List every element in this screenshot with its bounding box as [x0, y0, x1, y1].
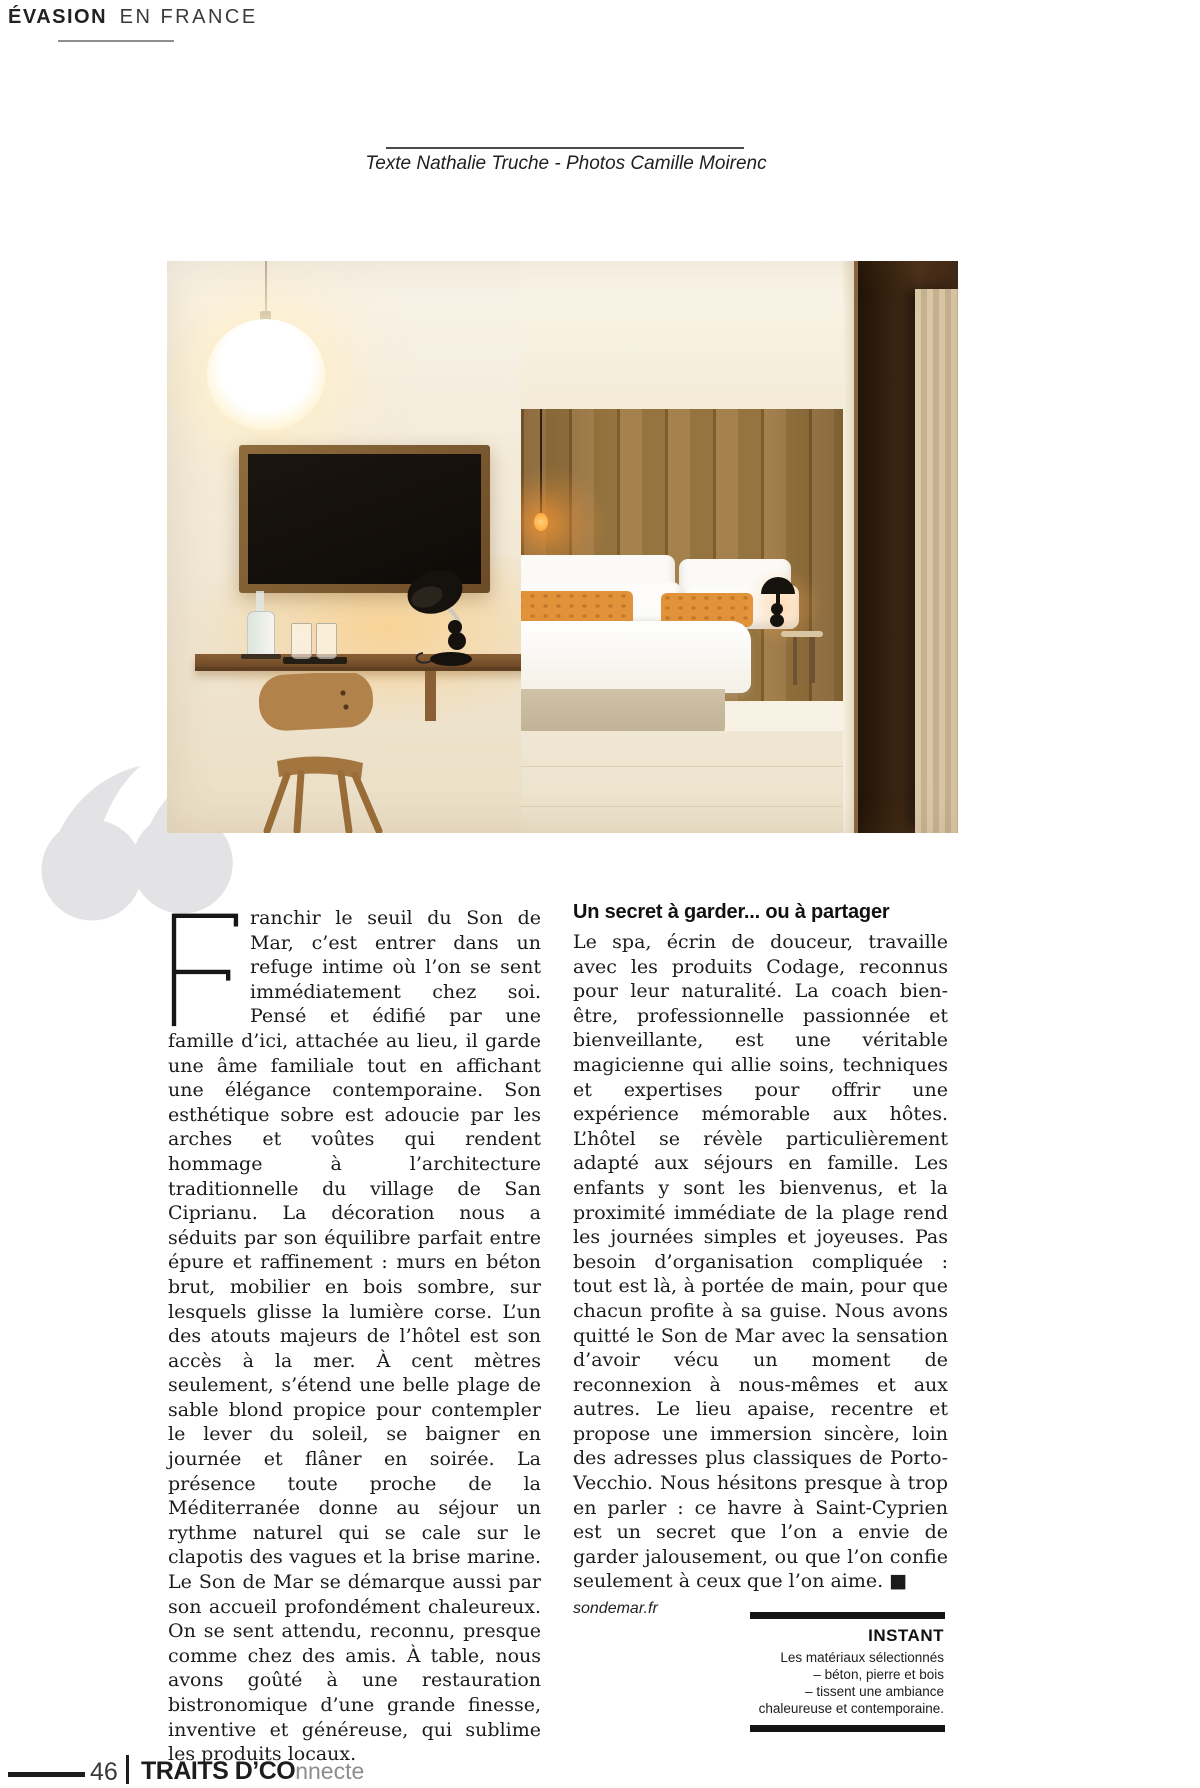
instant-line: – béton, pierre et bois: [813, 1667, 944, 1682]
logo-light: nnecte: [295, 1758, 365, 1784]
secret-paragraph: Le spa, écrin de douceur, travaille avec les produits Codage, reconnus pour leur naturalité. La coach bien-être, professionnelle passionnée et bienveillante, est une véritable magicienne qui allie soins, techniques et expertises pour offrir une expérience mémorable aux hôtes. L’hôtel se révèle particulièrement adapté aux séjours en famille. Les enfants y sont les bienvenus, et la proximité immédiate de la plage rend les journées simples et joyeuses. Pas besoin d’organisation compliquée : tout est là, à portée de main, pour que chacun profite à sa guise. Nous avons quitté le Son de Mar avec la sensation d’avoir vécu un moment de reconnexion à nous-mêmes et aux autres. Le lieu apaise, recentre et propose une immersion sincère, loin des adresses plus classiques de Porto-Vecchio. Nous hésitons presque à trop en parler : ce havre à Saint-Cyprien est un secret que l’on a envie de garder jalousement, ou que l’on confie seulement à ceux que l’on aime. ■: [573, 931, 948, 1593]
instant-line: – tissent une ambiance: [805, 1684, 944, 1699]
instant-box: [750, 1612, 945, 1732]
secret-heading: Un secret à garder... ou à partager: [573, 901, 890, 923]
page-number: 46: [90, 1758, 118, 1786]
drop-cap-f: [168, 910, 240, 1028]
footer-divider: [126, 1755, 129, 1784]
instant-line: chaleureuse et contemporaine.: [758, 1701, 944, 1716]
section-underline: [58, 40, 174, 42]
website-url: sondemar.fr: [573, 1600, 658, 1618]
section-label-rest: EN FRANCE: [119, 6, 258, 28]
byline-rule: [386, 147, 744, 149]
article-column-left: [168, 906, 541, 1767]
byline: Texte Nathalie Truche - Photos Camille Moirenc: [365, 153, 767, 174]
instant-line: Les matériaux sélectionnés: [780, 1650, 944, 1665]
section-label: [8, 6, 258, 29]
section-label-bold: ÉVASION: [8, 6, 108, 28]
hotel-room-photo: [167, 261, 958, 833]
intro-paragraph: ranchir le seuil du Son de Mar, c’est entrer dans un refuge intime où l’on se sent immédiatement chez soi. Pensé et édifié par une famille d’ici, attachée au lieu, il garde une âme familiale tout en affichant une élégance contemporaine. Son esthétique sobre est adoucie par les arches et voûtes qui rendent hommage à l’architecture traditionnelle du village de San Ciprianu. La décoration nous a séduits par son équilibre parfait entre épure et raffinement : murs en béton brut, mobilier en bois sombre, sur lesquels glisse la lumière corse. L’un des atouts majeurs de l’hôtel est son accès à la mer. À cent mètres seulement, s’étend une belle plage de sable blond propice pour contempler le lever du soleil, se baigner en journée et flâner en soirée. La présence toute proche de la Méditerranée donne au séjour un rythme naturel qui se cale sur le clapotis des vagues et la brise marine. Le Son de Mar se démarque aussi par son accueil profondément chaleureux. On se sent attendu, reconnu, presque comme chez des amis. À table, nous avons goûté à une restauration bistronomique d’une grande finesse, inventive et généreuse, qui sublime les produits locaux.: [168, 907, 541, 1766]
logo-bold: TRAITS D’CO: [141, 1757, 296, 1785]
article-column-right: [573, 899, 948, 1618]
footer-rule: [8, 1772, 85, 1777]
instant-title: INSTANT: [868, 1626, 944, 1645]
photo-vignette: [167, 261, 958, 833]
